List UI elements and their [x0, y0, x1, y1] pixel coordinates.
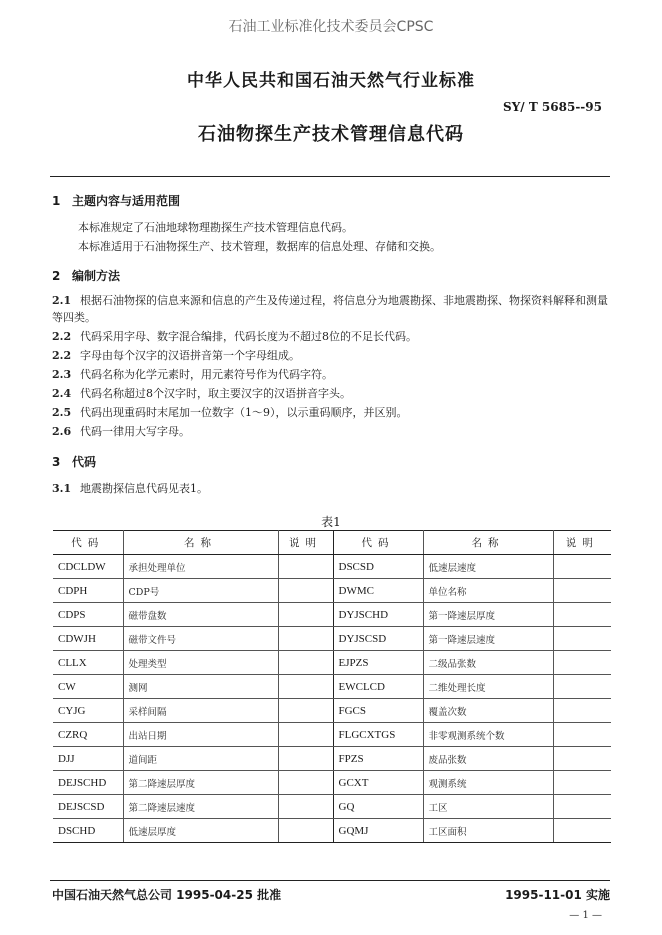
table-row [53, 819, 611, 843]
table-row [53, 579, 611, 603]
document-title: 石油物探生产技术管理信息代码 [198, 124, 464, 145]
clause-number: 2.2 [52, 349, 72, 362]
clause-text: 字母由每个汉字的汉语拼音第一个字母组成。 [80, 349, 300, 362]
implementation-date: 1995-11-01 实施 [505, 888, 610, 902]
approval-date: 中国石油天然气总公司 1995-04-25 批准 [52, 888, 282, 902]
name-cell: 二级品张数 [423, 651, 553, 675]
name-cell: 采样间隔 [123, 699, 278, 723]
note-cell [553, 603, 611, 627]
code-cell: EJPZS [333, 651, 423, 675]
clause-text: 代码名称为化学元素时，用元素符号作为代码字符。 [80, 368, 333, 381]
watermark: 石油工业标准化技术委员会CPSC [228, 19, 434, 35]
note-cell [553, 627, 611, 651]
code-cell: DYJSCSD [333, 627, 423, 651]
section-title: 编制方法 [72, 269, 121, 283]
code-cell: FPZS [333, 747, 423, 771]
note-cell [553, 723, 611, 747]
section-number: 1 [52, 194, 61, 208]
column-header: 代码 [53, 531, 123, 555]
note-cell [278, 795, 333, 819]
column-header: 代码 [333, 531, 423, 555]
code-cell: DJJ [53, 747, 123, 771]
note-cell [278, 819, 333, 843]
note-cell [278, 771, 333, 795]
code-cell: EWCLCD [333, 675, 423, 699]
column-header: 说明 [278, 531, 333, 555]
table-row [53, 723, 611, 747]
name-cell: 第一降速层厚度 [423, 603, 553, 627]
note-cell [553, 651, 611, 675]
column-header: 名称 [123, 531, 278, 555]
clause-item [52, 385, 612, 402]
code-cell: CYJG [53, 699, 123, 723]
clause-number: 2.2 [52, 330, 72, 343]
table-row [53, 747, 611, 771]
clause-item [52, 347, 612, 364]
code-cell: GQMJ [333, 819, 423, 843]
code-cell: CLLX [53, 651, 123, 675]
table-row [53, 627, 611, 651]
clause-item [52, 480, 612, 497]
clause-item [52, 404, 612, 421]
code-cell: GCXT [333, 771, 423, 795]
clause-number: 2.1 [52, 294, 72, 307]
name-cell: 出站日期 [123, 723, 278, 747]
clause-number: 2.4 [52, 387, 72, 400]
clause-number: 2.5 [52, 406, 72, 419]
name-cell: 磁带盘数 [123, 603, 278, 627]
clause-text: 代码采用字母、数字混合编排，代码长度为不超过8位的不足长代码。 [80, 330, 417, 343]
section-1-heading [52, 192, 180, 209]
name-cell: 观测系统 [423, 771, 553, 795]
table-row [53, 603, 611, 627]
code-cell: DEJSCSD [53, 795, 123, 819]
note-cell [278, 603, 333, 627]
clause-item [52, 292, 612, 326]
note-cell [278, 579, 333, 603]
note-cell [553, 747, 611, 771]
name-cell: 单位名称 [423, 579, 553, 603]
clause-number: 2.6 [52, 425, 72, 438]
note-cell [278, 723, 333, 747]
name-cell: 低速层速度 [423, 555, 553, 579]
note-cell [278, 699, 333, 723]
top-rule [50, 176, 610, 177]
note-cell [553, 675, 611, 699]
table-caption: 表1 [321, 515, 341, 529]
clause-text: 代码名称超过8个汉字时，取主要汉字的汉语拼音字头。 [80, 387, 351, 400]
note-cell [278, 651, 333, 675]
name-cell: 第二降速层厚度 [123, 771, 278, 795]
name-cell: 第一降速层速度 [423, 627, 553, 651]
table-row [53, 699, 611, 723]
paragraph: 本标准规定了石油地球物理勘探生产技术管理信息代码。 [78, 221, 353, 234]
note-cell [278, 555, 333, 579]
section-2-heading [52, 267, 120, 284]
clause-text: 代码出现重码时末尾加一位数字（1～9），以示重码顺序，并区别。 [80, 406, 408, 419]
name-cell: 磁带文件号 [123, 627, 278, 651]
column-header: 名称 [423, 531, 553, 555]
paragraph: 本标准适用于石油物探生产、技术管理，数据库的信息处理、存储和交换。 [78, 240, 441, 253]
code-cell: DWMC [333, 579, 423, 603]
code-cell: CDCLDW [53, 555, 123, 579]
standard-title: 中华人民共和国石油天然气行业标准 [187, 71, 475, 91]
table-row [53, 555, 611, 579]
table-header-row [53, 531, 611, 555]
note-cell [553, 555, 611, 579]
table-row [53, 771, 611, 795]
section-number: 3 [52, 455, 61, 469]
section-title: 主题内容与适用范围 [72, 194, 181, 208]
note-cell [278, 627, 333, 651]
table-row [53, 651, 611, 675]
code-cell: DSCSD [333, 555, 423, 579]
clause-text: 代码一律用大写字母。 [80, 425, 190, 438]
name-cell: 工区 [423, 795, 553, 819]
code-table [53, 530, 611, 843]
code-cell: DSCHD [53, 819, 123, 843]
name-cell: 覆盖次数 [423, 699, 553, 723]
name-cell: 处理类型 [123, 651, 278, 675]
code-cell: GQ [333, 795, 423, 819]
code-cell: CZRQ [53, 723, 123, 747]
note-cell [278, 747, 333, 771]
note-cell [553, 819, 611, 843]
bottom-rule [50, 880, 610, 881]
clause-text: 地震勘探信息代码见表1。 [80, 482, 208, 495]
name-cell: 第二降速层速度 [123, 795, 278, 819]
name-cell: CDP号 [123, 579, 278, 603]
clause-item [52, 366, 612, 383]
section-3-heading [52, 453, 96, 470]
note-cell [553, 579, 611, 603]
name-cell: 废品张数 [423, 747, 553, 771]
name-cell: 道间距 [123, 747, 278, 771]
standard-code: SY/ T 5685--95 [503, 100, 602, 114]
code-cell: CDPS [53, 603, 123, 627]
code-cell: DEJSCHD [53, 771, 123, 795]
clause-number: 2.3 [52, 368, 72, 381]
column-header: 说明 [553, 531, 611, 555]
page-number: — 1 — [569, 910, 602, 921]
clause-item [52, 328, 612, 345]
clause-item [52, 423, 612, 440]
code-cell: CDPH [53, 579, 123, 603]
name-cell: 测网 [123, 675, 278, 699]
section-number: 2 [52, 269, 61, 283]
note-cell [553, 771, 611, 795]
section-title: 代码 [72, 455, 97, 469]
code-cell: CDWJH [53, 627, 123, 651]
table-row [53, 795, 611, 819]
clause-number: 3.1 [52, 482, 72, 495]
code-cell: DYJSCHD [333, 603, 423, 627]
code-cell: CW [53, 675, 123, 699]
name-cell: 非零观测系统个数 [423, 723, 553, 747]
name-cell: 低速层厚度 [123, 819, 278, 843]
code-cell: FGCS [333, 699, 423, 723]
name-cell: 工区面积 [423, 819, 553, 843]
table-row [53, 675, 611, 699]
note-cell [553, 795, 611, 819]
clause-text: 根据石油物探的信息来源和信息的产生及传递过程，将信息分为地震勘探、非地震勘探、物探资料解释和测量等四类。 [52, 294, 608, 324]
note-cell [278, 675, 333, 699]
note-cell [553, 699, 611, 723]
name-cell: 承担处理单位 [123, 555, 278, 579]
name-cell: 二维处理长度 [423, 675, 553, 699]
code-cell: FLGCXTGS [333, 723, 423, 747]
